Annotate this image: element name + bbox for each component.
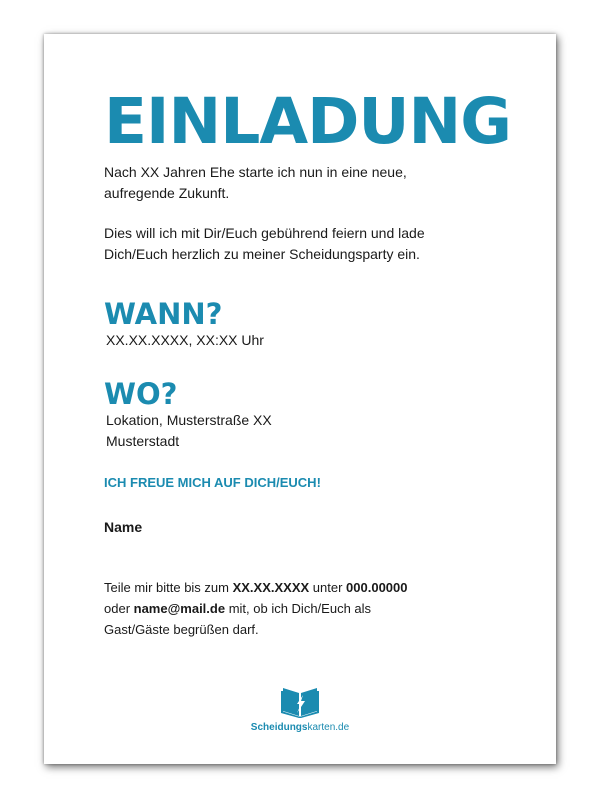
when-heading: WANN? — [104, 297, 223, 331]
greeting-text: ICH FREUE MICH AUF DICH/EUCH! — [104, 475, 321, 490]
intro-text — [104, 162, 524, 204]
intro-line-2: aufregende Zukunft. — [104, 185, 230, 201]
invite-line-2: Dich/Euch herzlich zu meiner Scheidungsparty ein. — [104, 246, 420, 262]
brand-logo — [44, 680, 556, 734]
rsvp-part-1: Teile mir bitte bis zum — [104, 580, 233, 595]
rsvp-date: XX.XX.XXXX — [232, 580, 310, 595]
where-heading: WO? — [104, 377, 178, 411]
invite-line-1: Dies will ich mit Dir/Euch gebührend feiern und lade — [104, 225, 425, 241]
rsvp-phone: 000.00000 — [346, 580, 408, 595]
rsvp-part-2: unter — [309, 580, 347, 595]
when-value: XX.XX.XXXX, XX:XX Uhr — [106, 332, 264, 348]
invitation-card — [44, 34, 556, 764]
rsvp-part-4: mit, ob ich Dich/Euch als — [225, 601, 372, 616]
rsvp-part-5: Gast/Gäste begrüßen darf. — [104, 622, 259, 637]
brand-name-regular: karten.de — [307, 722, 350, 733]
rsvp-email: name@mail.de — [133, 601, 226, 616]
intro-line-1: Nach XX Jahren Ehe starte ich nun in eine neue, — [104, 164, 407, 180]
card-title: EINLADUNG — [104, 85, 511, 158]
where-line-2: Musterstadt — [106, 433, 180, 449]
where-line-1: Lokation, Musterstraße XX — [106, 412, 272, 428]
card-content — [104, 86, 524, 640]
rsvp-text — [104, 577, 524, 640]
where-address — [104, 410, 524, 452]
brand-name-bold: Scheidungs — [250, 722, 308, 733]
brand-name — [44, 722, 556, 734]
host-name: Name — [104, 519, 143, 535]
invite-text — [104, 223, 524, 265]
rsvp-part-3: oder — [104, 601, 134, 616]
open-book-lightning-icon — [280, 680, 320, 720]
